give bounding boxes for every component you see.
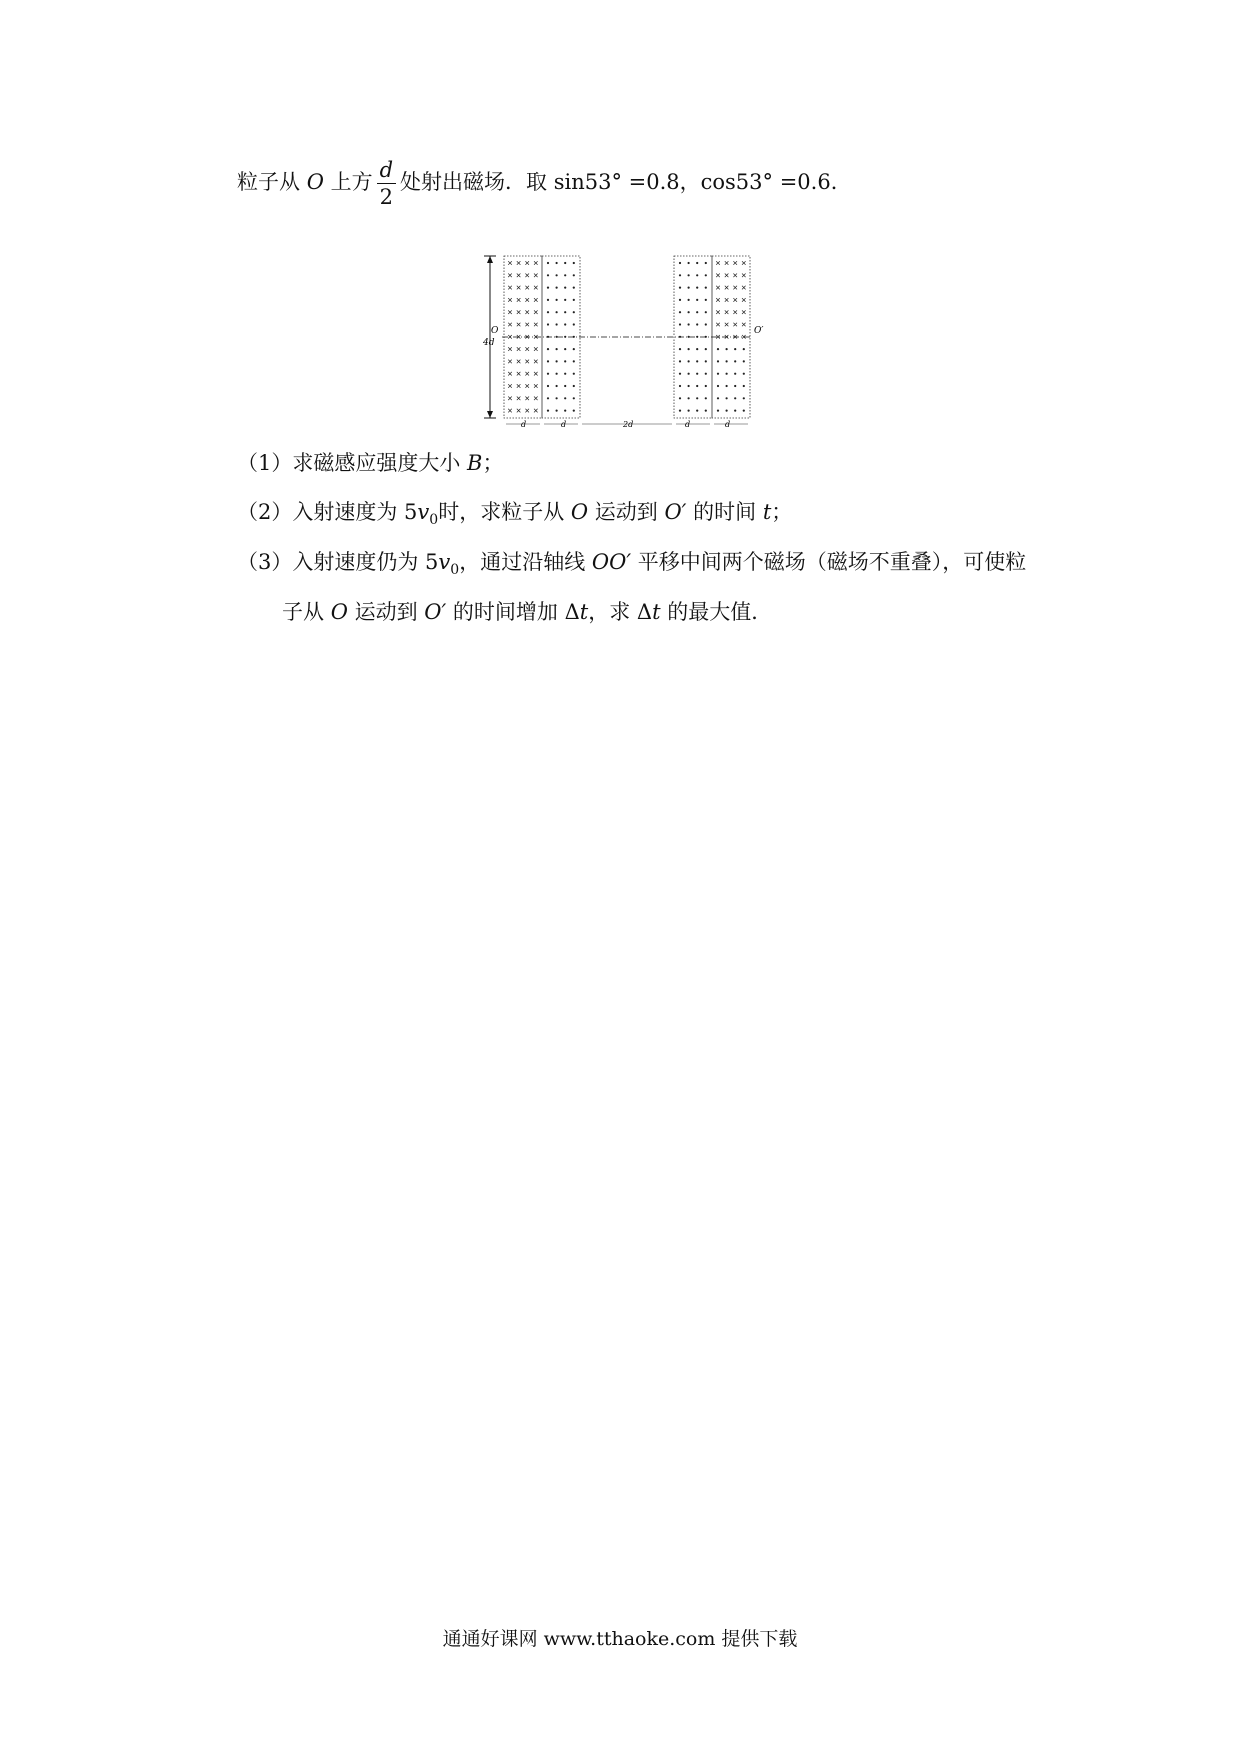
field-cross xyxy=(525,274,529,278)
field-cross xyxy=(508,409,512,413)
field-dot xyxy=(743,410,745,412)
footer-text: 通通好课网 www.tthaoke.com 提供下载 xyxy=(442,1628,798,1650)
fraction-numerator: d xyxy=(377,157,396,184)
field-cross xyxy=(508,372,512,376)
field-cross xyxy=(508,347,512,351)
field-cross xyxy=(517,310,521,314)
q3-text-4: 子从 xyxy=(282,600,331,624)
field-dot xyxy=(573,299,575,301)
field-cross xyxy=(534,409,538,413)
symbol-b: B xyxy=(467,451,483,475)
field-dot xyxy=(743,360,745,362)
field-dot xyxy=(717,373,719,375)
field-cross xyxy=(534,372,538,376)
field-cross xyxy=(508,298,512,302)
field-dot xyxy=(705,385,707,387)
question-3-line-2 xyxy=(282,596,772,626)
field-cross xyxy=(725,286,729,290)
width-label-2: d xyxy=(561,420,567,429)
field-dot xyxy=(734,348,736,350)
field-dot xyxy=(564,373,566,375)
field-dot xyxy=(688,262,690,264)
field-cross xyxy=(534,384,538,388)
field-cross xyxy=(716,298,720,302)
field-dot xyxy=(705,410,707,412)
field-dot xyxy=(734,360,736,362)
field-cross xyxy=(508,274,512,278)
field-dot xyxy=(556,348,558,350)
field-dot xyxy=(717,385,719,387)
q3-text-6: 的时间增加 Δ xyxy=(446,600,580,624)
field-dot xyxy=(734,397,736,399)
field-cross xyxy=(716,261,720,265)
field-dot xyxy=(564,262,566,264)
field-dot xyxy=(564,397,566,399)
field-dot xyxy=(688,360,690,362)
field-dot xyxy=(573,262,575,264)
field-dot xyxy=(564,360,566,362)
field-dot xyxy=(705,360,707,362)
field-dot xyxy=(679,397,681,399)
field-cross xyxy=(534,261,538,265)
field-dot xyxy=(696,262,698,264)
field-cross xyxy=(534,310,538,314)
field-cross xyxy=(742,298,746,302)
point-o-label: O xyxy=(306,170,324,194)
field-cross xyxy=(525,397,529,401)
field-dot xyxy=(696,323,698,325)
field-cross xyxy=(742,310,746,314)
magnetic-field-diagram xyxy=(476,250,776,430)
field-dot xyxy=(556,299,558,301)
width-label-1: d xyxy=(521,420,527,429)
field-dot xyxy=(696,299,698,301)
q3-text-1: （3）入射速度仍为 5 xyxy=(237,550,439,574)
q3-text-2: ，通过沿轴线 xyxy=(459,550,592,574)
field-cross xyxy=(525,298,529,302)
q3-end: 的最大值． xyxy=(660,600,773,624)
field-dot xyxy=(717,360,719,362)
field-cross xyxy=(716,323,720,327)
field-dot xyxy=(688,274,690,276)
field-dot xyxy=(705,397,707,399)
field-cross xyxy=(525,384,529,388)
o-label: O xyxy=(491,326,499,336)
field-dot xyxy=(734,385,736,387)
field-cross xyxy=(508,360,512,364)
field-cross xyxy=(508,286,512,290)
field-cross xyxy=(517,274,521,278)
field-cross xyxy=(742,261,746,265)
field-dot xyxy=(679,410,681,412)
field-dot xyxy=(564,410,566,412)
field-dot xyxy=(679,299,681,301)
point-o: O xyxy=(570,500,589,524)
field-dot xyxy=(547,348,549,350)
field-dot xyxy=(726,348,728,350)
field-cross xyxy=(725,323,729,327)
field-cross xyxy=(517,384,521,388)
q1-text: （1）求磁感应强度大小 xyxy=(237,451,468,475)
field-cross xyxy=(725,274,729,278)
intro-text-1: 粒子从 xyxy=(237,170,307,194)
q2-end: ； xyxy=(771,500,793,524)
field-cross xyxy=(733,310,737,314)
field-dot xyxy=(705,348,707,350)
field-dot xyxy=(547,299,549,301)
field-cross xyxy=(742,274,746,278)
intro-text-3: 处射出磁场．取 sin53° =0.8，cos53° =0.6． xyxy=(400,170,852,194)
field-dot xyxy=(573,323,575,325)
field-dot xyxy=(717,410,719,412)
field-dot xyxy=(679,287,681,289)
field-dot xyxy=(564,348,566,350)
fraction-denominator: 2 xyxy=(379,185,393,209)
field-dot xyxy=(679,360,681,362)
field-dot xyxy=(688,299,690,301)
field-dot xyxy=(556,360,558,362)
field-dot xyxy=(705,262,707,264)
field-cross xyxy=(525,286,529,290)
field-dot xyxy=(717,397,719,399)
field-dot xyxy=(547,410,549,412)
width-label-4: d xyxy=(725,420,731,429)
field-dot xyxy=(679,323,681,325)
q3-text-3: 平移中间两个磁场（磁场不重叠），可使粒 xyxy=(631,550,1027,574)
field-dot xyxy=(696,385,698,387)
field-dot xyxy=(688,323,690,325)
field-dot xyxy=(743,348,745,350)
field-dot xyxy=(726,385,728,387)
field-dot xyxy=(556,262,558,264)
field-cross xyxy=(534,397,538,401)
field-cross xyxy=(733,323,737,327)
field-cross xyxy=(508,397,512,401)
q2-text-3: 运动到 xyxy=(588,500,665,524)
symbol-t: t xyxy=(579,600,589,624)
field-dot xyxy=(564,274,566,276)
field-dot xyxy=(696,360,698,362)
q3-text-5: 运动到 xyxy=(347,600,425,624)
field-dot xyxy=(688,287,690,289)
field-dot xyxy=(688,385,690,387)
field-dot xyxy=(688,348,690,350)
field-dot xyxy=(696,274,698,276)
field-dot xyxy=(679,385,681,387)
field-dot xyxy=(556,311,558,313)
field-cross xyxy=(508,323,512,327)
gap-label: 2d xyxy=(623,420,634,429)
field-cross xyxy=(517,360,521,364)
field-dot xyxy=(564,287,566,289)
field-dot xyxy=(547,360,549,362)
field-cross xyxy=(508,384,512,388)
field-dot xyxy=(726,397,728,399)
field-dot xyxy=(679,262,681,264)
field-cross xyxy=(742,323,746,327)
field-dot xyxy=(679,373,681,375)
q2-text-4: 的时间 xyxy=(686,500,763,524)
field-cross xyxy=(517,347,521,351)
q3-text-7: ，求 Δ xyxy=(588,600,653,624)
subscript-0: 0 xyxy=(429,512,439,529)
field-dot xyxy=(556,410,558,412)
question-2 xyxy=(237,496,792,528)
field-dot xyxy=(696,397,698,399)
field-dot xyxy=(547,373,549,375)
field-cross xyxy=(525,360,529,364)
field-cross xyxy=(525,347,529,351)
field-cross xyxy=(525,372,529,376)
point-o-prime: O′ xyxy=(664,500,687,524)
field-dot xyxy=(547,287,549,289)
field-cross xyxy=(534,360,538,364)
field-dot xyxy=(547,385,549,387)
field-cross xyxy=(742,286,746,290)
field-cross xyxy=(534,274,538,278)
field-cross xyxy=(725,310,729,314)
field-dot xyxy=(726,410,728,412)
field-dot xyxy=(696,287,698,289)
field-cross xyxy=(517,323,521,327)
field-dot xyxy=(573,274,575,276)
field-dot xyxy=(556,323,558,325)
field-dot xyxy=(573,410,575,412)
field-cross xyxy=(716,274,720,278)
field-dot xyxy=(679,311,681,313)
intro-text-2: 上方 xyxy=(323,170,373,194)
field-dot xyxy=(743,397,745,399)
field-dot xyxy=(734,373,736,375)
field-dot xyxy=(705,323,707,325)
field-cross xyxy=(525,409,529,413)
point-o-prime: O′ xyxy=(424,600,447,624)
symbol-t: t xyxy=(762,500,772,524)
field-dot xyxy=(547,323,549,325)
field-dot xyxy=(564,299,566,301)
field-dot xyxy=(705,274,707,276)
field-cross xyxy=(733,274,737,278)
field-dot xyxy=(556,373,558,375)
field-dot xyxy=(573,348,575,350)
field-cross xyxy=(517,409,521,413)
field-dot xyxy=(573,397,575,399)
field-dot xyxy=(726,373,728,375)
field-dot xyxy=(743,385,745,387)
field-dot xyxy=(547,311,549,313)
field-cross xyxy=(508,310,512,314)
field-cross xyxy=(517,286,521,290)
field-dot xyxy=(688,373,690,375)
field-cross xyxy=(725,261,729,265)
field-cross xyxy=(517,372,521,376)
q2-text-2: 时，求粒子从 xyxy=(438,500,571,524)
q1-end: ； xyxy=(482,451,504,475)
field-dot xyxy=(696,373,698,375)
width-label-3: d xyxy=(685,420,691,429)
field-dot xyxy=(705,287,707,289)
axis-oo-prime: OO′ xyxy=(591,550,632,574)
question-3 xyxy=(237,546,1026,578)
field-dot xyxy=(547,262,549,264)
field-dot xyxy=(688,410,690,412)
question-1 xyxy=(237,447,503,477)
field-cross xyxy=(534,298,538,302)
o-prime-label: O′ xyxy=(754,326,764,336)
symbol-v: v xyxy=(417,500,430,524)
field-dot xyxy=(573,287,575,289)
field-cross xyxy=(534,347,538,351)
field-dot xyxy=(696,311,698,313)
field-cross xyxy=(508,261,512,265)
field-dot xyxy=(564,323,566,325)
field-cross xyxy=(733,298,737,302)
field-dot xyxy=(696,348,698,350)
field-dot xyxy=(717,348,719,350)
field-cross xyxy=(525,310,529,314)
field-dot xyxy=(573,385,575,387)
field-cross xyxy=(534,286,538,290)
field-dot xyxy=(547,274,549,276)
field-dot xyxy=(556,287,558,289)
field-cross xyxy=(525,323,529,327)
field-dot xyxy=(564,311,566,313)
field-cross xyxy=(733,286,737,290)
field-cross xyxy=(517,298,521,302)
field-cross xyxy=(517,397,521,401)
field-dot xyxy=(556,397,558,399)
field-dot xyxy=(679,274,681,276)
field-dot xyxy=(696,410,698,412)
field-cross xyxy=(725,298,729,302)
field-dot xyxy=(573,360,575,362)
field-dot xyxy=(573,311,575,313)
field-cross xyxy=(534,323,538,327)
point-o: O xyxy=(330,600,348,624)
field-dot xyxy=(734,410,736,412)
field-dot xyxy=(564,385,566,387)
symbol-v: v xyxy=(438,550,451,574)
field-cross xyxy=(525,261,529,265)
field-cross xyxy=(716,286,720,290)
field-dot xyxy=(547,397,549,399)
field-dot xyxy=(679,348,681,350)
field-dot xyxy=(743,373,745,375)
field-dot xyxy=(556,274,558,276)
field-cross xyxy=(517,261,521,265)
field-cross xyxy=(733,261,737,265)
field-dot xyxy=(705,373,707,375)
field-dot xyxy=(705,299,707,301)
intro-line xyxy=(237,157,852,210)
fraction-d-over-2 xyxy=(377,157,396,210)
field-dot xyxy=(556,385,558,387)
subscript-0: 0 xyxy=(450,562,460,579)
symbol-t: t xyxy=(652,600,661,624)
field-cross xyxy=(716,310,720,314)
field-dot xyxy=(688,397,690,399)
field-dot xyxy=(705,311,707,313)
field-dot xyxy=(726,360,728,362)
q2-text-1: （2）入射速度为 5 xyxy=(237,500,418,524)
height-label: 4d xyxy=(483,338,495,348)
field-dot xyxy=(573,373,575,375)
field-dot xyxy=(688,311,690,313)
